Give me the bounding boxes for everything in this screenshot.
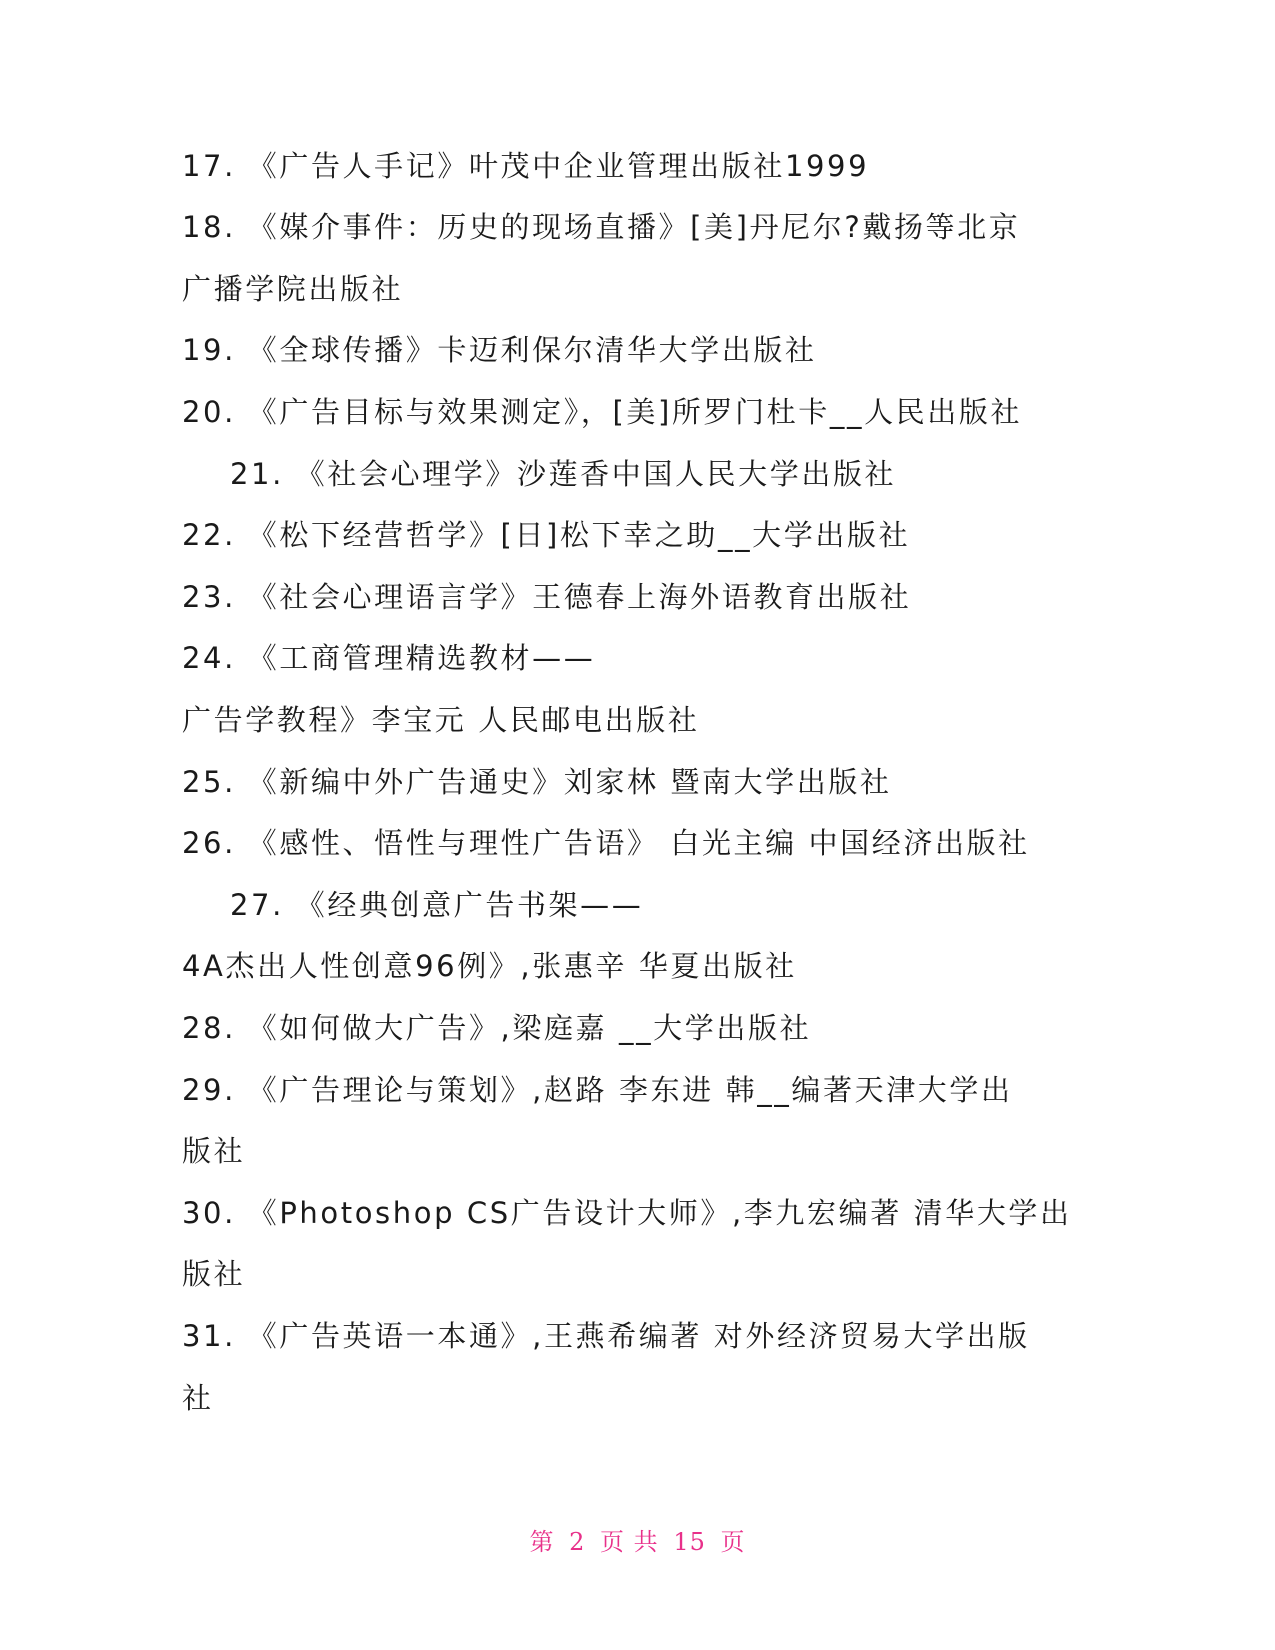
reference-29-continued: 版社 (182, 1134, 246, 1168)
footer-total-pages: 15 (673, 1528, 706, 1556)
reference-18-continued: 广播学院出版社 (182, 272, 404, 306)
reference-24-continued: 广告学教程》李宝元 人民邮电出版社 (182, 703, 700, 737)
footer-middle: 页 共 (600, 1528, 659, 1556)
reference-27-continued: 4A杰出人性创意96例》,张惠辛 华夏出版社 (182, 949, 797, 983)
reference-30-continued: 版社 (182, 1257, 246, 1291)
reference-19: 19. 《全球传播》卡迈利保尔清华大学出版社 (182, 333, 817, 367)
reference-23: 23. 《社会心理语言学》王德春上海外语教育出版社 (182, 580, 912, 614)
reference-21: 21. 《社会心理学》沙莲香中国人民大学出版社 (230, 457, 897, 491)
reference-30: 30. 《Photoshop CS广告设计大师》,李九宏编著 清华大学出 (182, 1196, 1072, 1230)
reference-27: 27. 《经典创意广告书架—— (230, 888, 644, 922)
reference-31-continued: 社 (182, 1381, 214, 1415)
reference-29: 29. 《广告理论与策划》,赵路 李东进 韩__编著天津大学出 (182, 1073, 1013, 1107)
footer-prefix: 第 (529, 1528, 555, 1556)
reference-17: 17. 《广告人手记》叶茂中企业管理出版社1999 (182, 149, 870, 183)
reference-24: 24. 《工商管理精选教材—— (182, 641, 596, 675)
reference-26: 26. 《感性、悟性与理性广告语》 白光主编 中国经济出版社 (182, 826, 1030, 860)
reference-25: 25. 《新编中外广告通史》刘家林 暨南大学出版社 (182, 765, 892, 799)
reference-18: 18. 《媒介事件：历史的现场直播》[美]丹尼尔?戴扬等北京 (182, 210, 1021, 244)
reference-22: 22. 《松下经营哲学》[日]松下幸之助__大学出版社 (182, 518, 911, 552)
page-footer (0, 1522, 1275, 1557)
reference-28: 28. 《如何做大广告》,梁庭嘉 __大学出版社 (182, 1011, 812, 1045)
reference-31: 31. 《广告英语一本通》,王燕希编著 对外经济贸易大学出版 (182, 1319, 1030, 1353)
footer-current-page: 2 (569, 1528, 586, 1556)
footer-suffix: 页 (720, 1528, 746, 1556)
reference-20: 20. 《广告目标与效果测定》，[美]所罗门杜卡__人民出版社 (182, 395, 1023, 429)
